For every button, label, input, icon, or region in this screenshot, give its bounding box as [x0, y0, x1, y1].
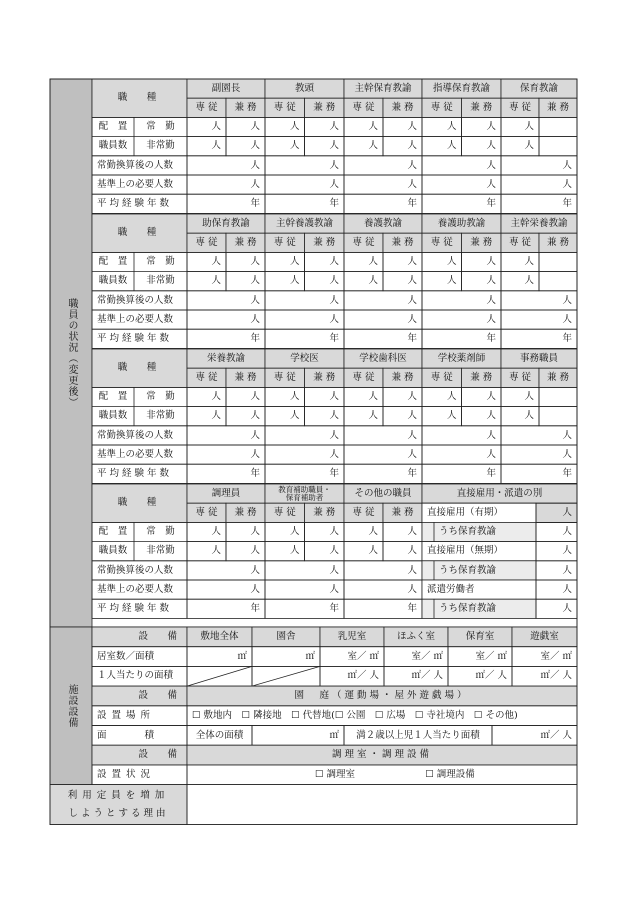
unit-nin: 人	[329, 526, 339, 538]
unit-nin: 人	[368, 275, 378, 287]
label-shokuinsu: 職員数	[98, 410, 128, 422]
row-label-text: 基準上の必要人数	[97, 313, 174, 325]
unit-nin: 人	[524, 410, 534, 422]
label-kenmu: 兼 務	[313, 102, 336, 114]
job-title: 教頭	[294, 82, 314, 94]
label-shokuinsu: 職員数	[98, 140, 128, 152]
unit-nin: 人	[250, 410, 260, 422]
label-senju: 専 従	[352, 102, 375, 114]
unit-nin: 人	[562, 507, 572, 519]
label-senju: 専 従	[508, 372, 532, 384]
label-kenmu: 兼 務	[546, 237, 570, 249]
unit-nin: 人	[407, 391, 417, 403]
unit-m2: ㎡	[237, 650, 247, 662]
unit-nin: 人	[368, 410, 378, 422]
label-senju: 専 従	[273, 372, 296, 384]
job-title: 栄養教諭	[206, 352, 245, 364]
row-label-text: 平均経験年数	[97, 468, 173, 480]
unit-nin: 人	[407, 429, 417, 441]
unit-m2: ㎡	[329, 729, 339, 741]
unit-room: 室／ ㎡	[475, 650, 507, 662]
label-setsubi: 設 備	[138, 749, 182, 761]
unit-nin: 人	[329, 256, 339, 268]
unit-nin: 人	[250, 159, 260, 171]
label-senju: 専 従	[352, 237, 375, 249]
unit-nen: 年	[407, 333, 417, 345]
label-hijokin: 非常勤	[146, 275, 175, 287]
unit-nin: 人	[289, 526, 300, 538]
unit-nin: 人	[329, 410, 339, 422]
unit-per-child: ㎡／ 人	[540, 729, 572, 741]
unit-nin: 人	[407, 256, 417, 268]
section-facility-label: 施設設備	[66, 683, 77, 728]
unit-nin: 人	[407, 275, 417, 287]
label-hijokin: 非常勤	[146, 545, 175, 557]
unit-nen: 年	[486, 468, 496, 480]
row-label-text: 常勤換算後の人数	[97, 159, 174, 171]
direct-hire-label: 直接雇用（有期）	[427, 507, 504, 519]
unit-nin: 人	[250, 294, 260, 306]
label-kenmu: 兼 務	[546, 372, 570, 384]
direct-hire-label: 直接雇用（無期）	[427, 545, 504, 557]
label-senju: 専 従	[430, 102, 453, 114]
direct-hire-label: うち保育教諭	[439, 603, 497, 615]
unit-nin: 人	[250, 583, 260, 595]
row-label-text: 平均経験年数	[97, 603, 173, 615]
location-options: ☐ 敷地内 ☐ 隣接地 ☐ 代替地(☐ 公園 ☐ 広場 ☐ 寺社境内 ☐ その他)	[192, 709, 518, 721]
label-jokin: 常 勤	[146, 121, 175, 133]
unit-nin: 人	[486, 429, 496, 441]
job-title: 調理員	[211, 487, 241, 499]
facility-row-text: 居室数／面積	[97, 650, 155, 662]
reason-label-1: 利用定員を増加	[67, 789, 170, 801]
label-senju: 専 従	[352, 507, 375, 519]
unit-nin: 人	[329, 391, 339, 403]
kitchen-room: ☐ 調理室	[314, 768, 356, 780]
unit-nin: 人	[250, 429, 260, 441]
unit-nin: 人	[211, 545, 221, 557]
unit-nin: 人	[486, 140, 496, 152]
unit-nin: 人	[562, 526, 572, 538]
job-title: 助保育教諭	[202, 217, 250, 229]
unit-nin: 人	[289, 140, 300, 152]
label-senju: 専 従	[430, 237, 453, 249]
label-senju: 専 従	[195, 102, 218, 114]
label-senju: 専 従	[273, 507, 296, 519]
row-label-text: 基準上の必要人数	[97, 583, 174, 595]
job-title: 学校薬剤師	[437, 352, 486, 364]
unit-nin: 人	[211, 121, 221, 133]
unit-room: 室／ ㎡	[347, 650, 379, 662]
label-kenmu: 兼 務	[313, 372, 336, 384]
unit-m2: ㎡	[305, 650, 315, 662]
kitchen-equip: ☐ 調理設備	[425, 768, 475, 780]
label-senju: 専 従	[195, 372, 218, 384]
row-label-text: 常勤換算後の人数	[97, 564, 174, 576]
unit-nin: 人	[329, 583, 339, 595]
unit-nen: 年	[250, 198, 260, 210]
label-setsubi: 設 備	[138, 690, 182, 702]
job-title: 養護教諭	[363, 217, 402, 229]
unit-nin: 人	[329, 545, 339, 557]
unit-nin: 人	[562, 448, 572, 460]
unit-nin: 人	[250, 256, 260, 268]
unit-nin: 人	[562, 159, 572, 171]
label-shokuinsu: 職員数	[98, 545, 128, 557]
label-senju: 専 従	[508, 237, 532, 249]
label-kenmu: 兼 務	[391, 237, 414, 249]
label-shokushu: 職 種	[117, 497, 162, 509]
unit-nin: 人	[446, 275, 457, 287]
unit-nin: 人	[446, 140, 457, 152]
unit-nen: 年	[486, 333, 496, 345]
label-kenmu: 兼 務	[234, 372, 257, 384]
unit-nin: 人	[407, 526, 417, 538]
unit-nin: 人	[524, 256, 534, 268]
label-kenmu: 兼 務	[234, 237, 257, 249]
unit-nin: 人	[486, 256, 496, 268]
label-kenmu: 兼 務	[470, 102, 493, 114]
unit-nin: 人	[289, 545, 300, 557]
unit-nin: 人	[250, 448, 260, 460]
label-kenmu: 兼 務	[470, 237, 493, 249]
unit-nin: 人	[250, 313, 260, 325]
unit-nin: 人	[562, 294, 572, 306]
unit-nin: 人	[368, 121, 378, 133]
job-title: 主幹保育教諭	[354, 82, 412, 94]
row-label-text: 基準上の必要人数	[97, 178, 174, 190]
unit-nin: 人	[486, 275, 496, 287]
unit-nen: 年	[407, 198, 417, 210]
unit-nin: 人	[446, 410, 457, 422]
unit-nin: 人	[329, 429, 339, 441]
unit-nin: 人	[486, 178, 496, 190]
label-senju: 専 従	[195, 237, 218, 249]
unit-nin: 人	[250, 564, 260, 576]
unit-nin: 人	[250, 178, 260, 190]
label-senju: 専 従	[195, 507, 218, 519]
label-jokin: 常 勤	[146, 256, 175, 268]
room-name: 遊戯室	[530, 631, 559, 643]
unit-nen: 年	[562, 468, 572, 480]
unit-nin: 人	[407, 178, 417, 190]
kitchen-title: 調理室・調理設備	[331, 749, 432, 761]
unit-nen: 年	[562, 333, 572, 345]
label-shokushu: 職 種	[117, 92, 162, 104]
room-name: 乳児室	[337, 631, 367, 643]
label-kenmu: 兼 務	[234, 102, 257, 114]
unit-room: ㎡／ 人	[475, 670, 507, 682]
direct-hire-label: うち保育教諭	[439, 526, 497, 538]
room-name: 敷地全体	[200, 631, 239, 643]
unit-nin: 人	[329, 178, 339, 190]
row-label-text: 常勤換算後の人数	[97, 429, 174, 441]
label-haichi: 配 置	[98, 256, 128, 268]
unit-nin: 人	[407, 159, 417, 171]
unit-nin: 人	[329, 121, 339, 133]
unit-nen: 年	[250, 603, 260, 615]
unit-nin: 人	[524, 275, 534, 287]
unit-nin: 人	[562, 583, 572, 595]
section-staff-label: 職員の状況（変更後）	[66, 298, 77, 408]
row-label-text: 常勤換算後の人数	[97, 294, 174, 306]
label-senju: 専 従	[273, 237, 296, 249]
unit-nin: 人	[486, 159, 496, 171]
unit-nin: 人	[407, 448, 417, 460]
unit-nin: 人	[368, 140, 378, 152]
label-kenmu: 兼 務	[546, 102, 570, 114]
unit-nin: 人	[524, 140, 534, 152]
row-label-text: 平均経験年数	[97, 198, 173, 210]
unit-nin: 人	[407, 140, 417, 152]
room-name: 園舎	[276, 631, 296, 643]
unit-nin: 人	[562, 545, 572, 557]
unit-nin: 人	[211, 275, 221, 287]
direct-hire-label: うち保育教諭	[439, 564, 497, 576]
label-kenmu: 兼 務	[313, 507, 336, 519]
unit-nin: 人	[250, 275, 260, 287]
unit-nin: 人	[289, 275, 300, 287]
unit-nin: 人	[407, 294, 417, 306]
job-title: 学校歯科医	[359, 352, 407, 364]
unit-room: 室／ ㎡	[540, 650, 572, 662]
unit-nin: 人	[329, 313, 339, 325]
label-location: 設置場所	[97, 709, 156, 721]
unit-nen: 年	[329, 603, 339, 615]
unit-nin: 人	[211, 391, 221, 403]
unit-nin: 人	[562, 429, 572, 441]
unit-nin: 人	[250, 526, 260, 538]
label-senju: 専 従	[352, 372, 375, 384]
unit-nen: 年	[407, 468, 417, 480]
unit-nen: 年	[562, 198, 572, 210]
label-kenmu: 兼 務	[313, 237, 336, 249]
room-name: ほふく室	[396, 631, 435, 643]
row-label-text: 基準上の必要人数	[97, 448, 174, 460]
job-title: 副園長	[211, 82, 241, 94]
unit-nin: 人	[289, 391, 300, 403]
label-jokin: 常 勤	[146, 526, 175, 538]
unit-nin: 人	[407, 313, 417, 325]
unit-nin: 人	[329, 159, 339, 171]
unit-nin: 人	[407, 121, 417, 133]
job-title: 事務職員	[519, 352, 558, 364]
unit-nen: 年	[329, 198, 339, 210]
direct-hire-title: 直接雇用・派遣の別	[456, 487, 543, 499]
label-status: 設置状況	[97, 768, 156, 780]
row-label-text: 平均経験年数	[97, 333, 173, 345]
unit-nin: 人	[407, 545, 417, 557]
label-kenmu: 兼 務	[234, 507, 257, 519]
unit-nin: 人	[486, 121, 496, 133]
unit-nin: 人	[524, 391, 534, 403]
unit-nen: 年	[250, 468, 260, 480]
job-title: 指導保育教諭	[432, 82, 490, 94]
label-senju: 専 従	[273, 102, 296, 114]
unit-nin: 人	[446, 391, 457, 403]
unit-nen: 年	[329, 468, 339, 480]
job-title: 主幹栄養教諭	[510, 217, 568, 229]
label-hijokin: 非常勤	[146, 410, 175, 422]
label-haichi: 配 置	[98, 526, 128, 538]
unit-nin: 人	[250, 121, 260, 133]
per-child-label: 満２歳以上児１人当たり面積	[356, 729, 480, 741]
label-kenmu: 兼 務	[470, 372, 493, 384]
total-area-label: 全体の面積	[195, 729, 244, 741]
job-title: 教育補助職員・ 保育補助者	[278, 484, 331, 502]
unit-nin: 人	[562, 564, 572, 576]
unit-nin: 人	[211, 140, 221, 152]
unit-nin: 人	[329, 294, 339, 306]
unit-nen: 年	[486, 198, 496, 210]
unit-room: ㎡／ 人	[411, 670, 443, 682]
job-title: 主幹養護教諭	[275, 217, 333, 229]
label-kenmu: 兼 務	[391, 507, 414, 519]
label-kenmu: 兼 務	[391, 102, 414, 114]
unit-nen: 年	[407, 603, 417, 615]
label-area: 面 積	[97, 729, 155, 741]
unit-nin: 人	[368, 526, 378, 538]
unit-nin: 人	[289, 410, 300, 422]
unit-nin: 人	[329, 275, 339, 287]
label-hijokin: 非常勤	[146, 140, 175, 152]
label-senju: 専 従	[430, 372, 453, 384]
label-shokuinsu: 職員数	[98, 275, 128, 287]
unit-nin: 人	[250, 545, 260, 557]
unit-nin: 人	[562, 178, 572, 190]
unit-nin: 人	[211, 526, 221, 538]
unit-room: ㎡／ 人	[540, 670, 572, 682]
unit-nin: 人	[524, 121, 534, 133]
unit-nin: 人	[289, 256, 300, 268]
unit-nin: 人	[407, 564, 417, 576]
unit-nin: 人	[289, 121, 300, 133]
unit-nin: 人	[486, 410, 496, 422]
job-title: 養護助教諭	[437, 217, 486, 229]
label-kenmu: 兼 務	[391, 372, 414, 384]
unit-nin: 人	[211, 410, 221, 422]
job-title: 保育教諭	[519, 82, 558, 94]
unit-nin: 人	[211, 256, 221, 268]
unit-nin: 人	[250, 391, 260, 403]
unit-nin: 人	[250, 140, 260, 152]
unit-nin: 人	[368, 256, 378, 268]
label-shokushu: 職 種	[117, 227, 162, 239]
unit-nin: 人	[562, 603, 572, 615]
unit-room: ㎡／ 人	[347, 670, 379, 682]
label-setsubi: 設 備	[138, 631, 182, 643]
label-haichi: 配 置	[98, 121, 128, 133]
unit-nen: 年	[329, 333, 339, 345]
room-name: 保育室	[465, 631, 495, 643]
unit-nin: 人	[486, 294, 496, 306]
unit-nin: 人	[562, 313, 572, 325]
job-title: その他の職員	[354, 487, 412, 499]
unit-nin: 人	[486, 448, 496, 460]
label-shokushu: 職 種	[117, 362, 162, 374]
unit-nin: 人	[486, 313, 496, 325]
reason-label-2: しようとする理由	[68, 807, 169, 819]
unit-nen: 年	[250, 333, 260, 345]
unit-nin: 人	[446, 121, 457, 133]
unit-nin: 人	[329, 140, 339, 152]
unit-nin: 人	[486, 391, 496, 403]
direct-hire-label: 派遣労働者	[427, 583, 475, 595]
unit-nin: 人	[368, 545, 378, 557]
label-haichi: 配 置	[98, 391, 128, 403]
label-jokin: 常 勤	[146, 391, 175, 403]
facility-row-text: １人当たりの面積	[97, 670, 174, 682]
unit-nin: 人	[329, 448, 339, 460]
unit-nin: 人	[446, 256, 457, 268]
unit-nin: 人	[407, 410, 417, 422]
label-senju: 専 従	[508, 102, 532, 114]
job-title: 学校医	[290, 352, 319, 364]
unit-nin: 人	[407, 583, 417, 595]
unit-nin: 人	[368, 391, 378, 403]
unit-room: 室／ ㎡	[411, 650, 443, 662]
garden-title: 園 庭（運動場・屋外遊戯場）	[294, 690, 470, 702]
unit-nin: 人	[329, 564, 339, 576]
